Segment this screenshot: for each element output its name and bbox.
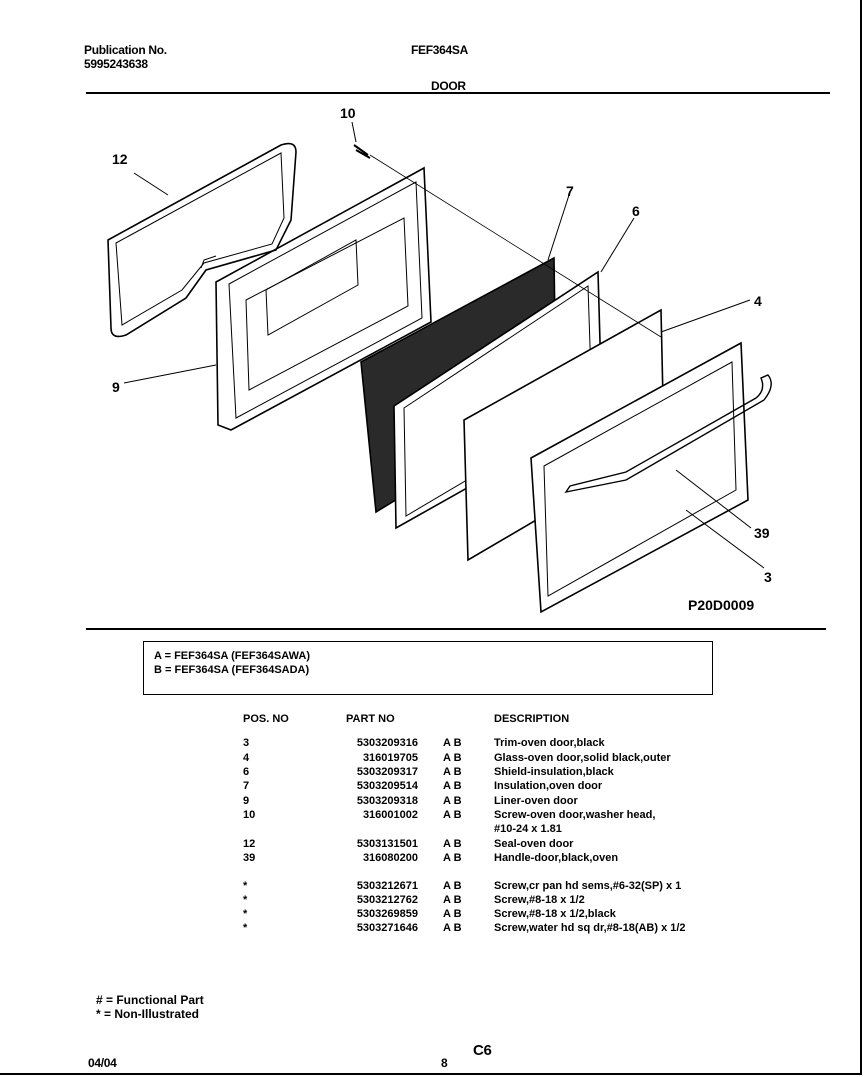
section-title: DOOR	[431, 79, 466, 93]
table-row	[0, 838, 864, 852]
cell-part: 5303212762	[356, 894, 418, 906]
callout-4: 4	[754, 293, 762, 309]
table-row	[0, 880, 864, 894]
note-functional: # = Functional Part	[96, 993, 204, 1007]
cell-desc: Trim-oven door,black	[494, 737, 605, 749]
cell-desc: Screw,#8-18 x 1/2	[494, 894, 585, 906]
footer-code: C6	[473, 1042, 492, 1059]
cell-part: 316019705	[362, 752, 418, 764]
table-row	[0, 908, 864, 922]
cell-part: 5303212671	[356, 880, 418, 892]
callout-12: 12	[112, 151, 128, 167]
table-row	[0, 780, 864, 794]
cell-codes: A B	[443, 780, 462, 792]
cell-codes: A B	[443, 737, 462, 749]
seal-part	[108, 144, 296, 337]
diagram-rule	[86, 628, 826, 630]
cell-pos: *	[243, 922, 248, 934]
cell-codes: A B	[443, 852, 462, 864]
cell-part: 316080200	[362, 852, 418, 864]
callout-39: 39	[754, 525, 770, 541]
cell-pos: 12	[243, 838, 256, 850]
footer-date: 04/04	[88, 1056, 117, 1070]
cell-desc-cont: #10-24 x 1.81	[494, 823, 562, 835]
cell-desc: Screw,water hd sq dr,#8-18(AB) x 1/2	[494, 922, 686, 934]
door-exploded-diagram	[86, 100, 786, 620]
table-row	[0, 766, 864, 780]
cell-part: 5303209514	[356, 780, 418, 792]
cell-pos: 10	[243, 809, 256, 821]
cell-desc: Seal-oven door	[494, 838, 574, 850]
cell-part: 5303131501	[356, 838, 418, 850]
header-part: PART NO	[346, 713, 395, 725]
cell-desc: Glass-oven door,solid black,outer	[494, 752, 671, 764]
cell-part: 316001002	[362, 809, 418, 821]
cell-part: 5303209316	[356, 737, 418, 749]
cell-pos: 7	[243, 780, 250, 792]
cell-pos: *	[243, 908, 248, 920]
cell-desc: Shield-insulation,black	[494, 766, 614, 778]
table-row	[0, 809, 864, 835]
cell-pos: *	[243, 880, 248, 892]
cell-part: 5303209317	[356, 766, 418, 778]
callout-10: 10	[340, 105, 356, 121]
cell-codes: A B	[443, 809, 462, 821]
cell-codes: A B	[443, 838, 462, 850]
cell-codes: A B	[443, 894, 462, 906]
cell-desc: Screw,cr pan hd sems,#6-32(SP) x 1	[494, 880, 682, 892]
cell-desc: Liner-oven door	[494, 795, 578, 807]
screw-part	[354, 145, 370, 158]
cell-desc: Screw-oven door,washer head,	[494, 809, 656, 821]
cell-pos: 3	[243, 737, 250, 749]
model-number: FEF364SA	[411, 43, 468, 57]
cell-codes: A B	[443, 922, 462, 934]
table-row	[0, 795, 864, 809]
header-pos: POS. NO	[243, 713, 289, 725]
table-row	[0, 852, 864, 866]
legend-a: A = FEF364SA (FEF364SAWA)	[154, 650, 310, 662]
footer-page: 8	[441, 1056, 448, 1070]
cell-pos: 9	[243, 795, 250, 807]
table-row	[0, 894, 864, 908]
footnotes	[96, 993, 204, 1021]
callout-3: 3	[764, 569, 772, 585]
callout-7: 7	[566, 183, 574, 199]
figure-code: P20D0009	[688, 597, 755, 613]
table-row	[0, 737, 864, 751]
header-rule	[86, 92, 830, 94]
cell-codes: A B	[443, 795, 462, 807]
publication-label: Publication No.	[84, 43, 167, 57]
model-legend	[143, 641, 713, 695]
cell-desc: Handle-door,black,oven	[494, 852, 619, 864]
cell-pos: 39	[243, 852, 256, 864]
legend-b: B = FEF364SA (FEF364SADA)	[154, 664, 310, 676]
callout-9: 9	[112, 379, 120, 395]
cell-desc: Screw,#8-18 x 1/2,black	[494, 908, 616, 920]
cell-part: 5303269859	[356, 908, 418, 920]
note-non-illustrated: * = Non-Illustrated	[96, 1007, 200, 1021]
cell-pos: 6	[243, 766, 250, 778]
cell-codes: A B	[443, 880, 462, 892]
cell-part: 5303209318	[356, 795, 418, 807]
cell-codes: A B	[443, 752, 462, 764]
cell-pos: *	[243, 894, 248, 906]
table-header	[0, 713, 864, 727]
header-desc: DESCRIPTION	[494, 713, 570, 725]
cell-part: 5303271646	[356, 922, 418, 934]
table-row	[0, 752, 864, 766]
cell-desc: Insulation,oven door	[494, 780, 603, 792]
table-row	[0, 922, 864, 936]
cell-codes: A B	[443, 766, 462, 778]
publication-number: 5995243638	[84, 57, 148, 71]
cell-codes: A B	[443, 908, 462, 920]
callout-6: 6	[632, 203, 640, 219]
cell-pos: 4	[243, 752, 250, 764]
